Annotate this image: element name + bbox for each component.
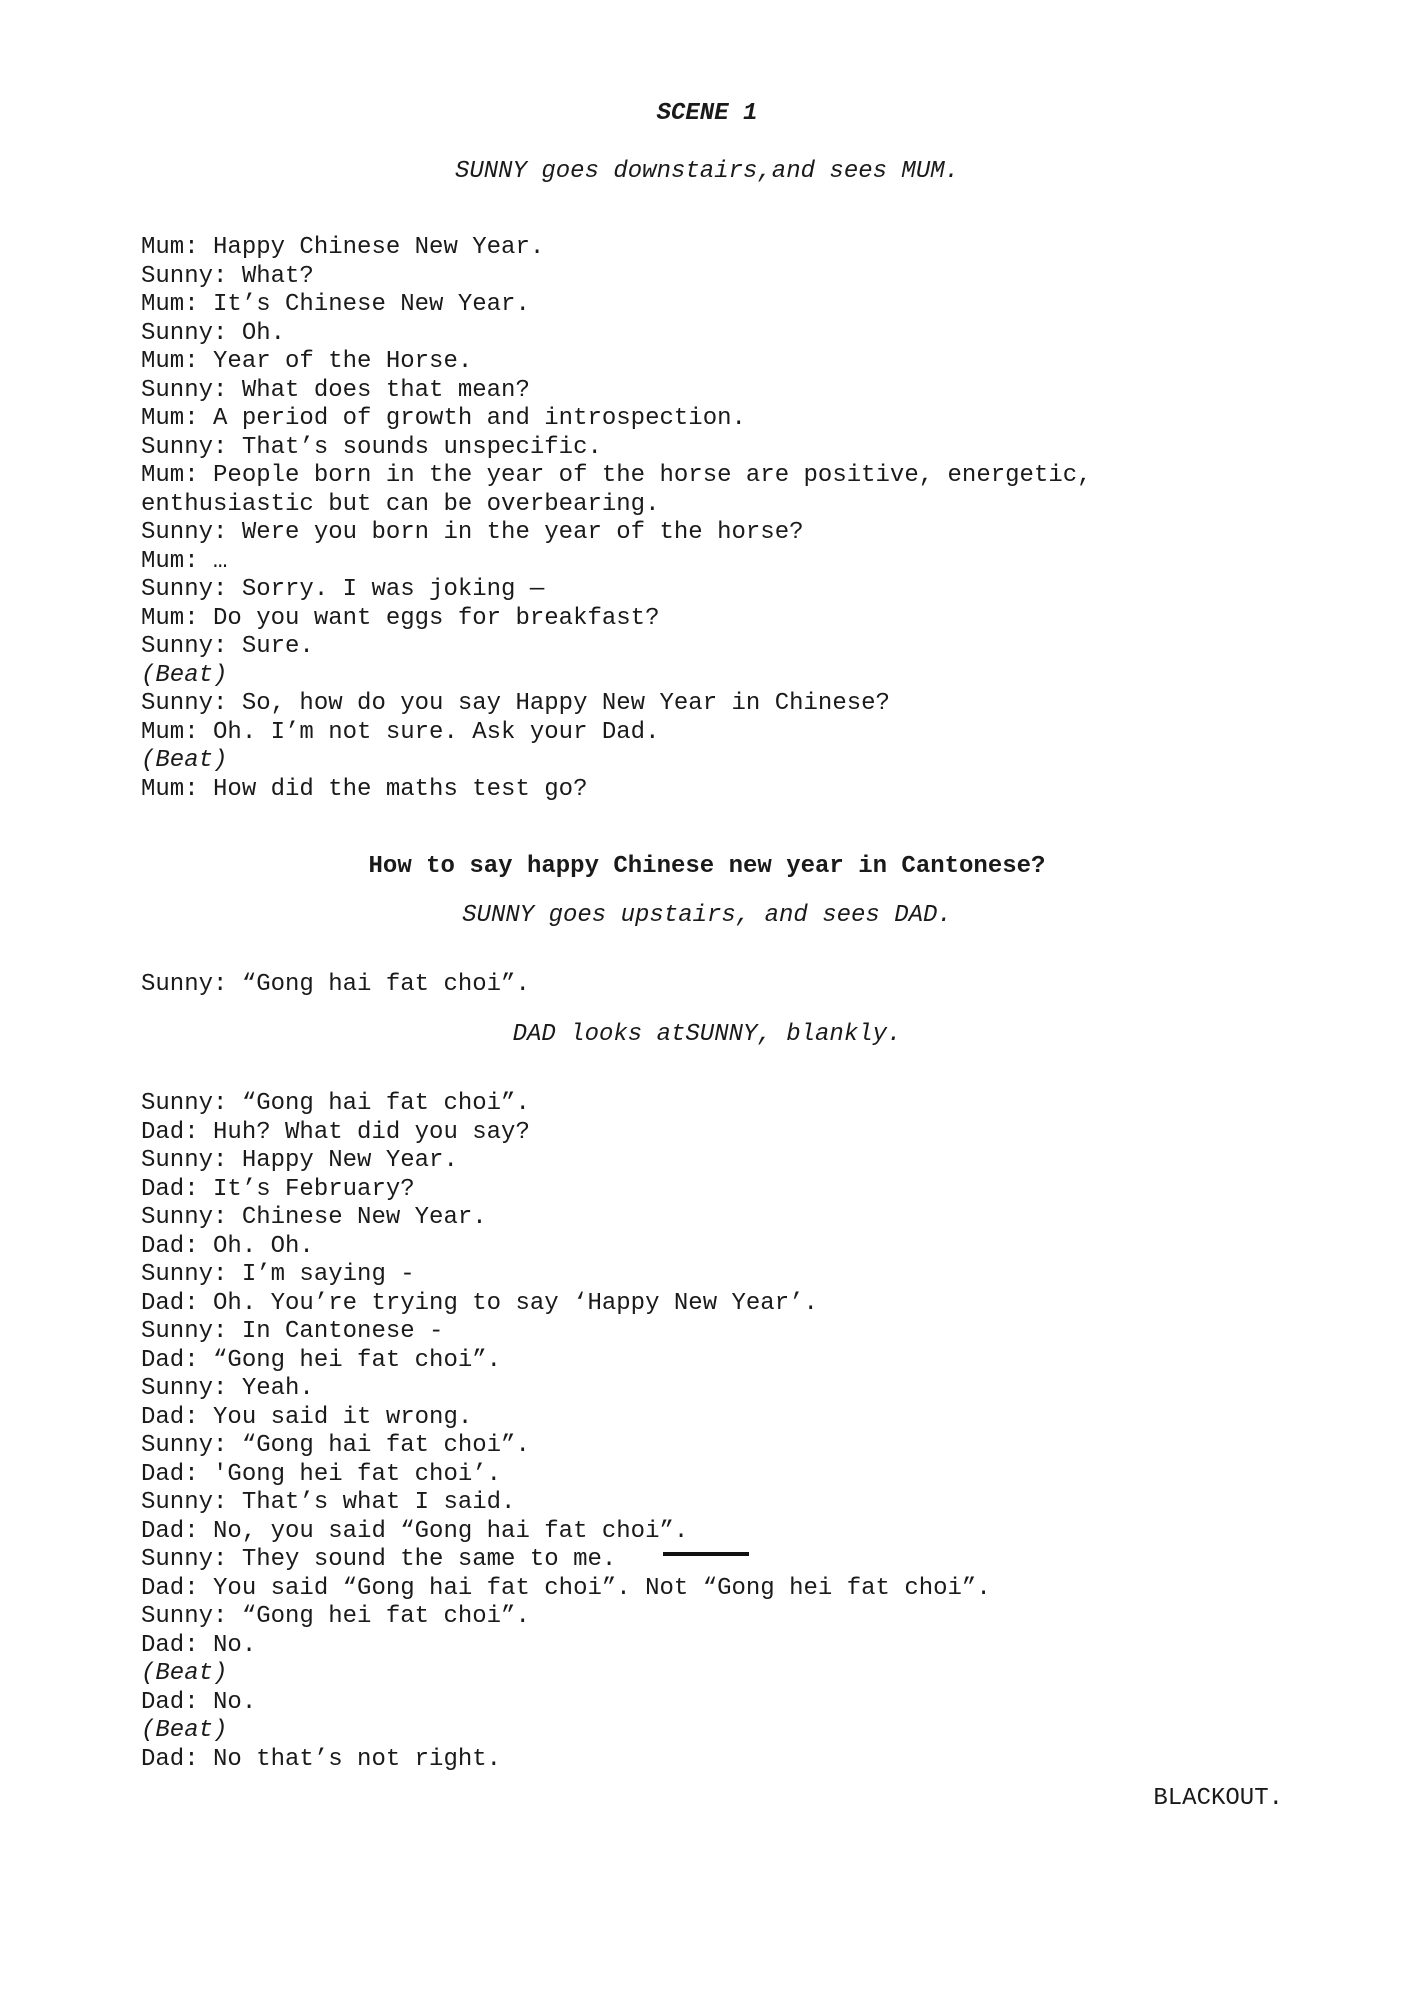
dialogue-block-mum [141, 234, 1291, 804]
dialogue-line: Dad: No. [141, 1631, 257, 1659]
dialogue-line: Sunny: In Cantonese - [141, 1318, 444, 1345]
dialogue-line: Sunny: Happy New Year. [141, 1147, 458, 1174]
dialogue-line: Sunny: What? [141, 262, 314, 290]
dialogue-line: Dad: Huh? What did you say? [141, 1118, 530, 1146]
dialogue-line: Sunny: They sound the same to me. [141, 1546, 617, 1573]
dialogue-line: Mum: It’s Chinese New Year. [141, 291, 530, 318]
dialogue-line: Sunny: “Gong hai fat choi”. [141, 971, 530, 998]
beat-direction: (Beat) [141, 1660, 228, 1687]
dialogue-line: Sunny: Chinese New Year. [141, 1204, 487, 1231]
dialogue-line: enthusiastic but can be overbearing. [141, 490, 660, 518]
dialogue-line: Sunny: “Gong hei fat choi”. [141, 1603, 530, 1630]
dialogue-line: Sunny: Sure. [141, 633, 314, 660]
scene-title: SCENE 1 [656, 100, 758, 127]
dialogue-line: Dad: “Gong hei fat choi”. [141, 1346, 502, 1374]
dialogue-line: Sunny: That’s what I said. [141, 1489, 516, 1516]
dialogue-line: Dad: No that’s not right. [141, 1745, 502, 1773]
dialogue-line: Sunny: So, how do you say Happy New Year in Chinese? [141, 690, 890, 717]
dialogue-line: Mum: Oh. I’m not sure. Ask your Dad. [141, 718, 660, 746]
dialogue-line: Sunny: Sorry. I was joking — [141, 576, 545, 603]
dialogue-line: Sunny: That’s sounds unspecific. [141, 433, 602, 461]
dialogue-block-sunny [141, 971, 1291, 1000]
dialogue-line: Dad: Oh. Oh. [141, 1232, 314, 1260]
beat-direction: (Beat) [141, 747, 228, 774]
dialogue-line: Dad: No, you said “Gong hai fat choi”. [141, 1517, 689, 1545]
dialogue-line: Mum: Happy Chinese New Year. [141, 234, 545, 261]
dialogue-line: Dad: No. [141, 1688, 257, 1716]
dialogue-line: Mum: … [141, 547, 228, 575]
dialogue-line: Mum: How did the maths test go? [141, 775, 588, 803]
underline-stroke [663, 1552, 749, 1556]
dialogue-line: Sunny: Oh. [141, 319, 286, 347]
stage-direction-downstairs: SUNNY goes downstairs,and sees MUM. [454, 158, 960, 185]
dialogue-line: Sunny: Yeah. [141, 1375, 314, 1402]
beat-direction: (Beat) [141, 661, 228, 689]
dialogue-line: Sunny: Were you born in the year of the horse? [141, 519, 804, 546]
dialogue-line: Dad: You said “Gong hai fat choi”. Not “Gong hei fat choi”. [141, 1574, 991, 1602]
dialogue-line: Sunny: “Gong hai fat choi”. [141, 1432, 530, 1459]
dialogue-line: Dad: 'Gong hei fat choi’. [141, 1460, 502, 1488]
blackout-cue: BLACKOUT. [1153, 1785, 1283, 1812]
stage-direction-upstairs: SUNNY goes upstairs, and sees DAD. [462, 902, 952, 929]
dialogue-line: Mum: People born in the year of the horse are positive, energetic, [141, 462, 1092, 489]
dialogue-line: Dad: Oh. You’re trying to say ‘Happy New Year’. [141, 1289, 818, 1317]
dialogue-line: Mum: A period of growth and introspection. [141, 405, 746, 432]
stage-direction-dad-looks: DAD looks atSUNNY, blankly. [512, 1021, 902, 1048]
dialogue-line: Mum: Do you want eggs for breakfast? [141, 604, 660, 632]
dialogue-line: Sunny: I’m saying - [141, 1261, 415, 1288]
dialogue-block-dad [141, 1090, 1291, 1774]
beat-direction: (Beat) [141, 1717, 228, 1744]
dialogue-line: Sunny: What does that mean? [141, 376, 530, 404]
section-heading: How to say happy Chinese new year in Cantonese? [368, 853, 1046, 880]
dialogue-line: Mum: Year of the Horse. [141, 348, 473, 375]
dialogue-line: Sunny: “Gong hai fat choi”. [141, 1090, 530, 1117]
dialogue-line: Dad: It’s February? [141, 1175, 415, 1203]
dialogue-line: Dad: You said it wrong. [141, 1403, 473, 1431]
